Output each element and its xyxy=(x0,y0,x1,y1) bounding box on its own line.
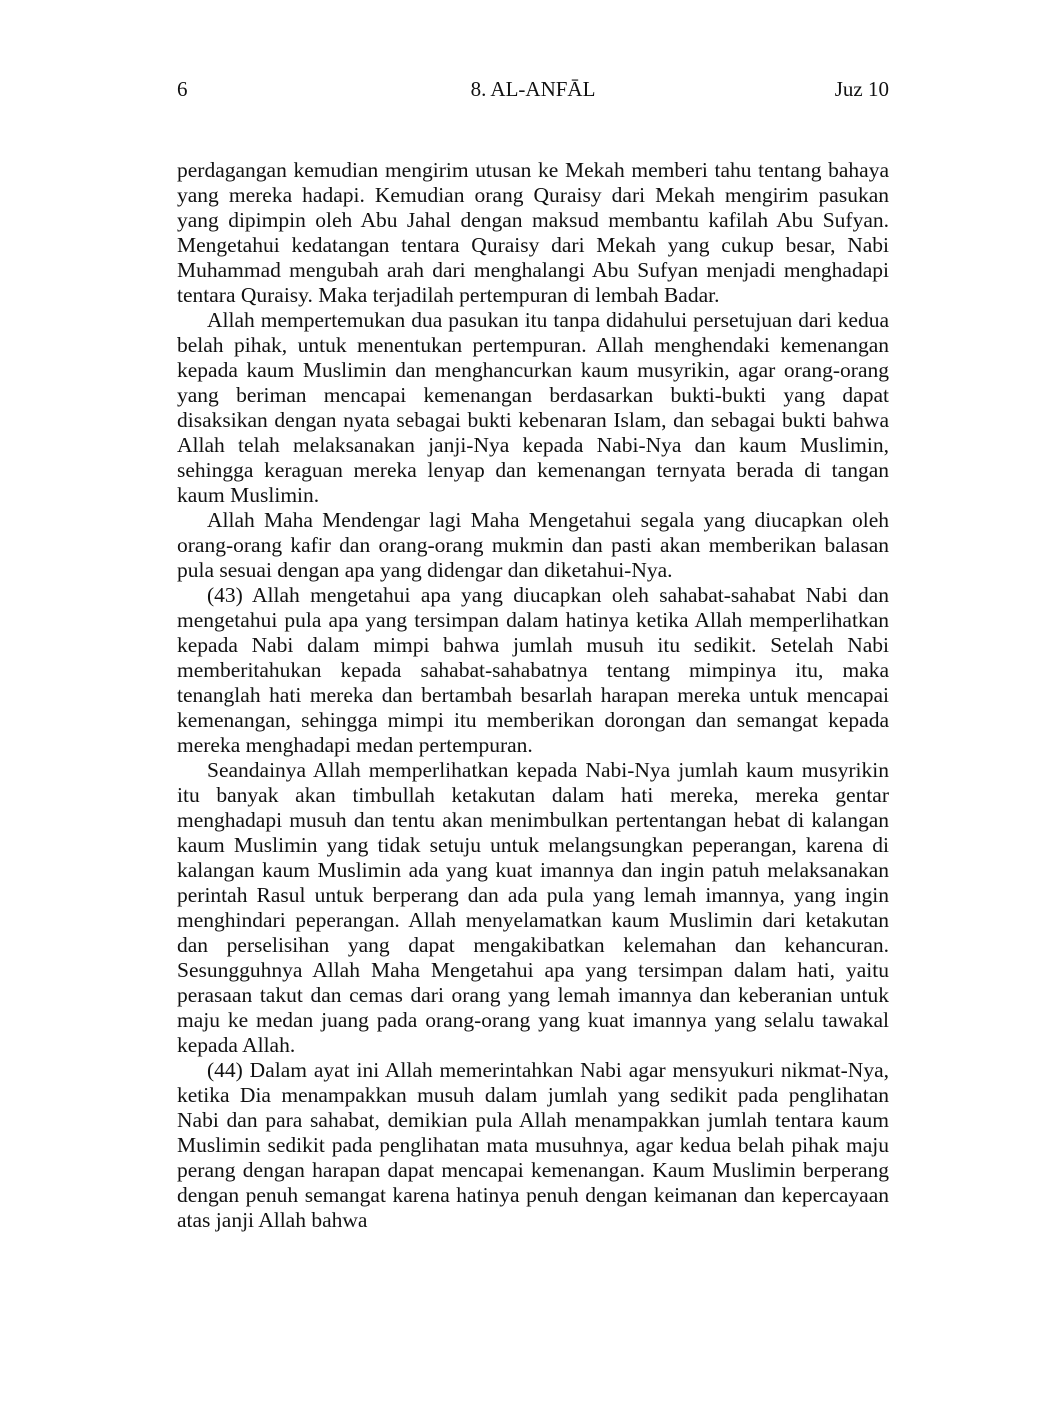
paragraph-verse-43: (43) Allah mengetahui apa yang diucapkan oleh sahabat-sahabat Nabi dan mengetahui pula apa yang tersimpan dalam hatinya ketika Allah memperlihatkan kepada Nabi dalam mimpi bahwa jumlah musuh itu sedikit. Setelah Nabi memberitahukan kepada sahabat-sahabatnya tentang mimpinya itu, maka tenanglah hati mereka dan bertambah besarlah harapan mereka untuk mencapai kemenangan, sehingga mimpi itu memberikan dorongan dan semangat kepada mereka menghadapi medan pertempuran. xyxy=(177,583,889,757)
page-header xyxy=(177,76,889,102)
body-text xyxy=(177,158,889,1233)
page-number: 6 xyxy=(177,77,188,101)
paragraph-continuation: perdagangan kemudian mengirim utusan ke Mekah memberi tahu tentang bahaya yang mereka hadapi. Kemudian orang Quraisy dari Mekah mengirim pasukan yang dipimpin oleh Abu Jahal dengan maksud membantu kafilah Abu Sufyan. Mengetahui kedatangan tentara Quraisy dari Mekah yang cukup besar, Nabi Muhammad mengubah arah dari menghalangi Abu Sufyan menjadi menghadapi tentara Quraisy. Maka terjadilah pertempuran di lembah Badar. xyxy=(177,158,889,307)
chapter-title: 8. AL-ANFĀL xyxy=(470,77,596,101)
juz-label: Juz 10 xyxy=(834,77,889,101)
paragraph: Allah mempertemukan dua pasukan itu tanpa didahului persetujuan dari kedua belah pihak, untuk menentukan pertempuran. Allah menghendaki kemenangan kepada kaum Muslimin dan menghancurkan kaum musyrikin, agar orang-orang yang beriman mencapai kemenangan berdasarkan bukti-bukti yang dapat disaksikan dengan nyata sebagai bukti kebenaran Islam, dan sebagai bukti bahwa Allah telah melaksanakan janji-Nya kepada Nabi-Nya dan kaum Muslimin, sehingga keraguan mereka lenyap dan kemenangan ternyata berada di tangan kaum Muslimin. xyxy=(177,308,889,507)
paragraph: Seandainya Allah memperlihatkan kepada Nabi-Nya jumlah kaum musyrikin itu banyak akan timbullah ketakutan dalam hati mereka, mereka gentar menghadapi musuh dan tentu akan menimbulkan pertentangan hebat di kalangan kaum Muslimin yang tidak setuju untuk melangsungkan peperangan, karena di kalangan kaum Muslimin ada yang kuat imannya dan ingin patuh melaksanakan perintah Rasul untuk berperang dan ada pula yang lemah imannya, yang ingin menghindari peperangan. Allah menyelamatkan kaum Muslimin dari ketakutan dan perselisihan yang dapat mengakibatkan kelemahan dan kehancuran. Sesungguhnya Allah Maha Mengetahui apa yang tersimpan dalam hati, yaitu perasaan takut dan cemas dari orang yang lemah imannya dan keberanian untuk maju ke medan juang pada orang-orang yang kuat imannya yang selalu tawakal kepada Allah. xyxy=(177,758,889,1057)
paragraph: Allah Maha Mendengar lagi Maha Mengetahui segala yang diucapkan oleh orang-orang kafir dan orang-orang mukmin dan pasti akan memberikan balasan pula sesuai dengan apa yang didengar dan diketahui-Nya. xyxy=(177,508,889,582)
paragraph-verse-44: (44) Dalam ayat ini Allah memerintahkan Nabi agar mensyukuri nikmat-Nya, ketika Dia menampakkan musuh dalam jumlah yang sedikit pada penglihatan Nabi dan para sahabat, demikian pula Allah menampakkan jumlah tentara kaum Muslimin sedikit pada penglihatan mata musuhnya, agar kedua belah pihak maju perang dengan harapan dapat mencapai kemenangan. Kaum Muslimin berperang dengan penuh semangat karena hatinya penuh dengan keimanan dan kepercayaan atas janji Allah bahwa xyxy=(177,1058,889,1232)
